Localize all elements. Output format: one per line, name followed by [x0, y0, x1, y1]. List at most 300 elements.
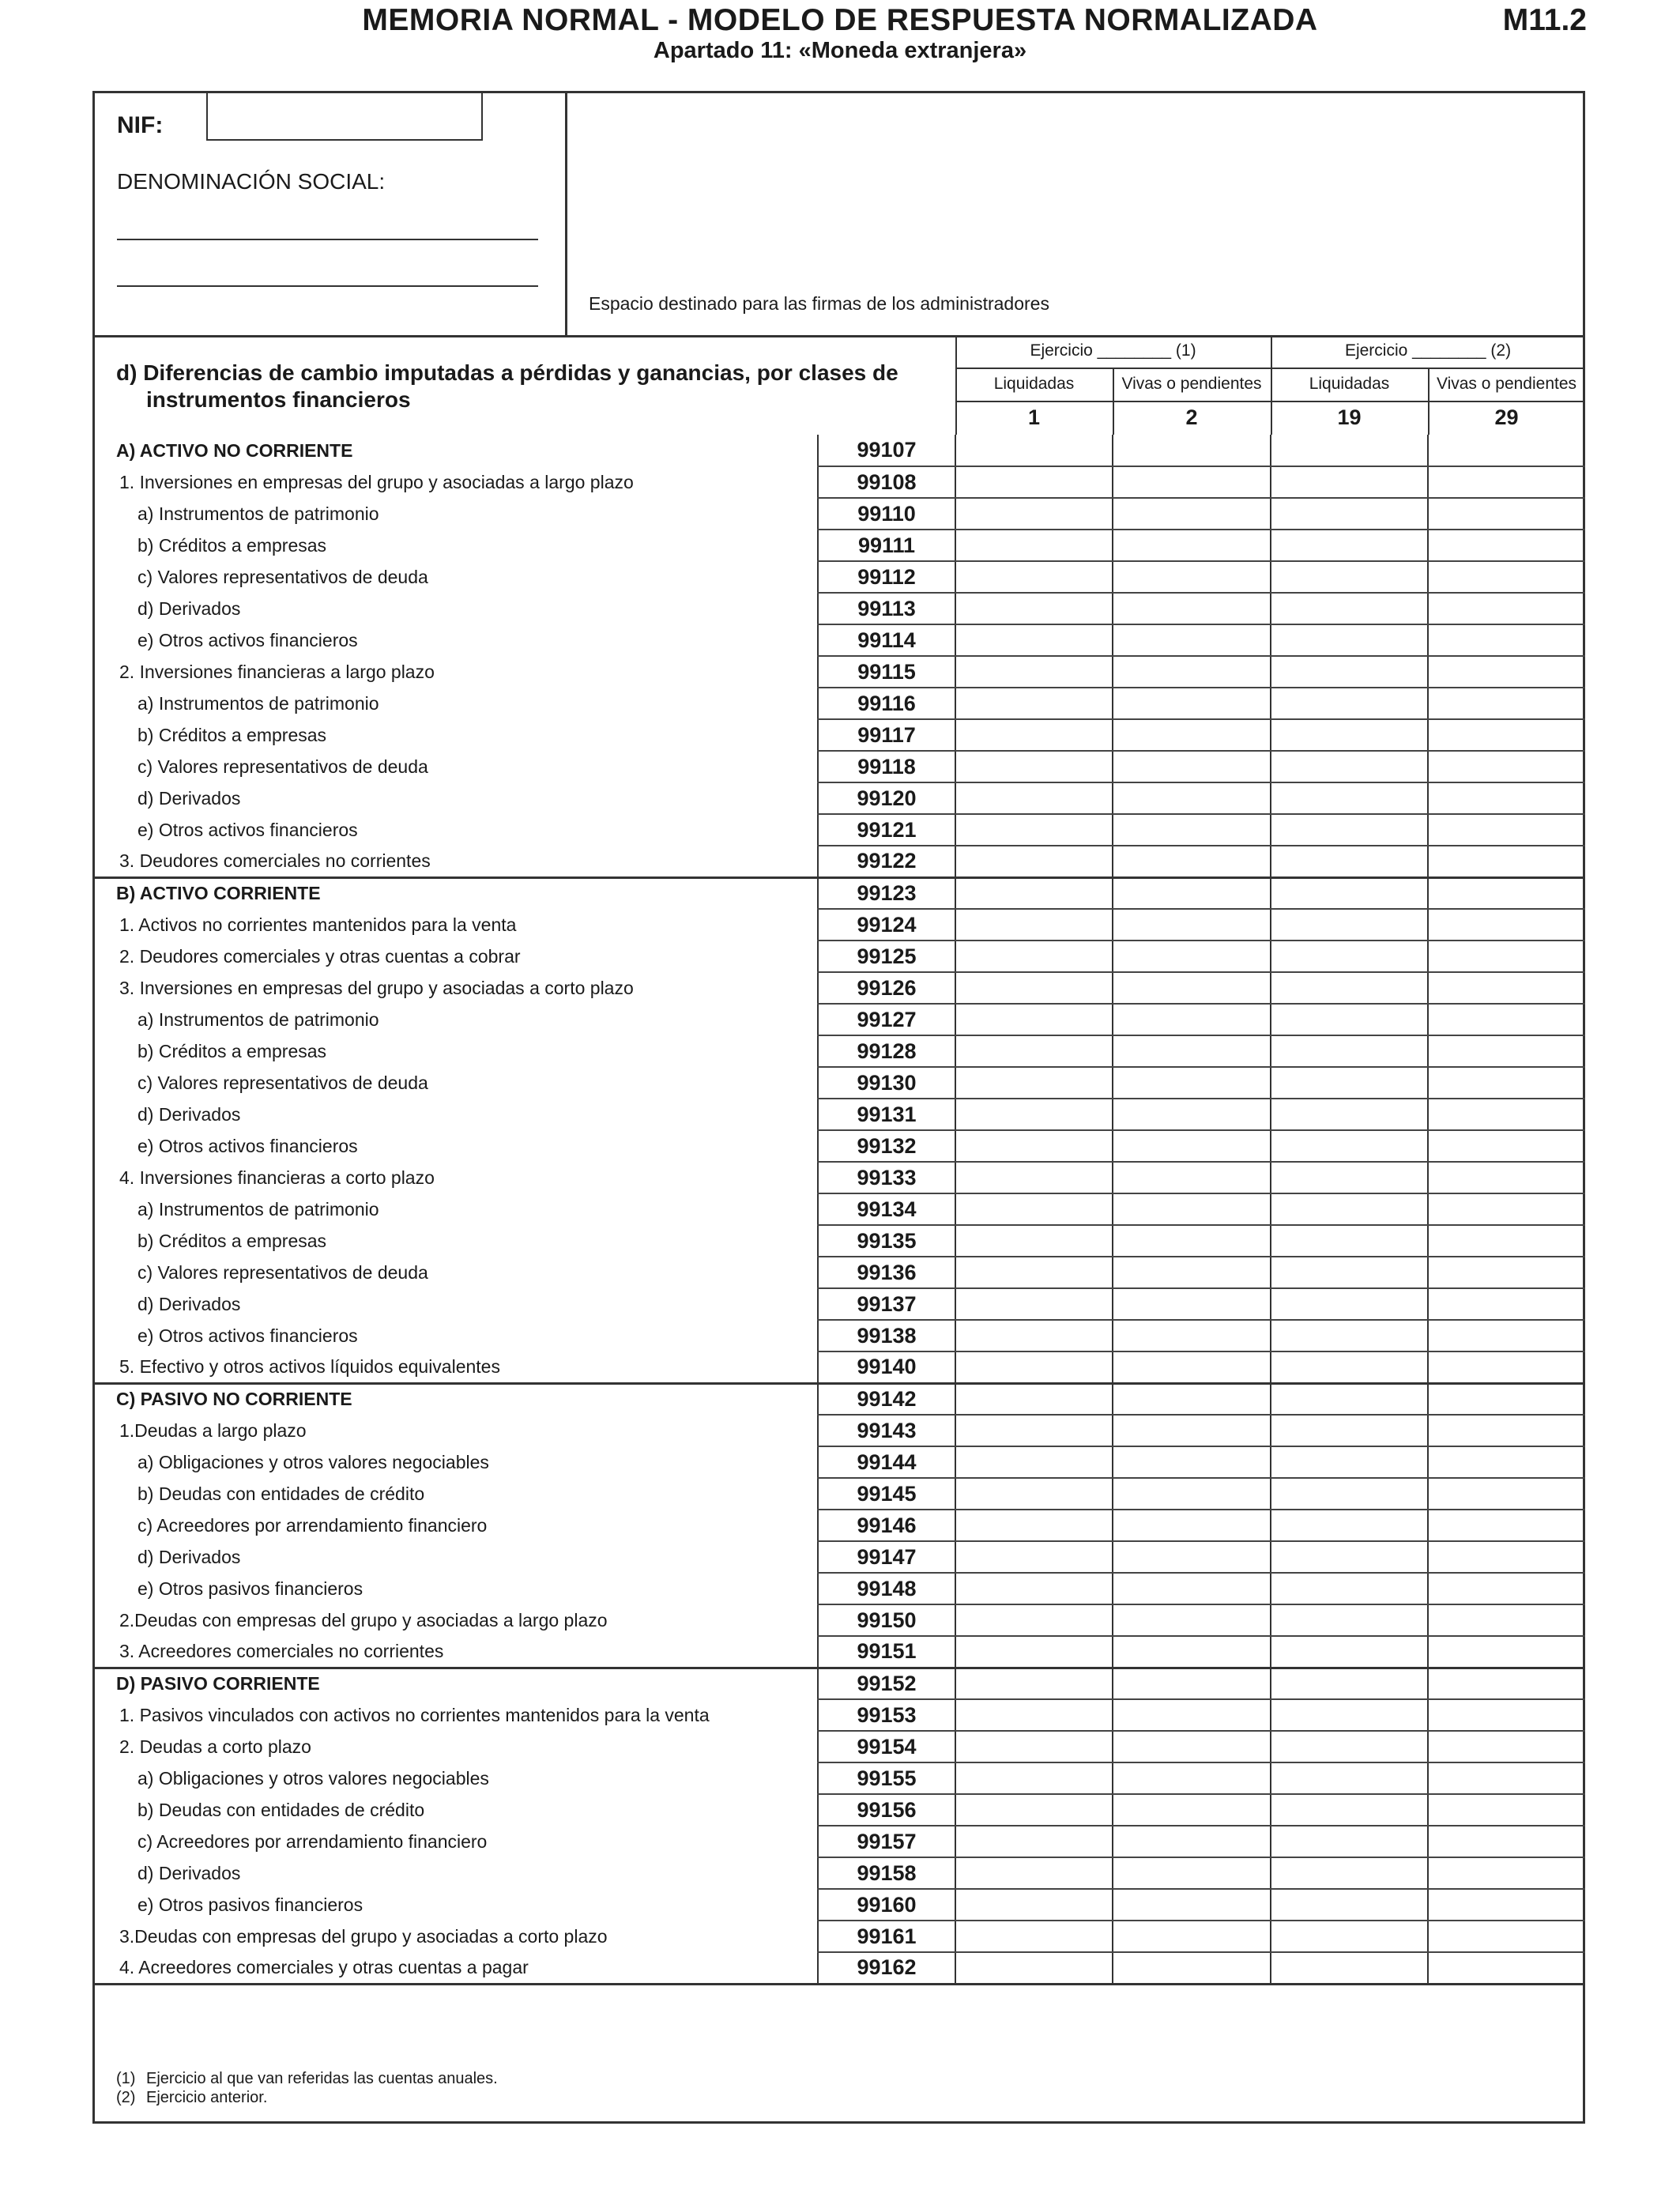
- value-cell-vivas-1[interactable]: [1113, 435, 1271, 466]
- value-cell-vivas-2[interactable]: [1428, 1099, 1585, 1130]
- value-cell-vivas-1[interactable]: [1113, 1699, 1271, 1731]
- row-label: a) Instrumentos de patrimonio: [137, 503, 379, 524]
- row-label: 4. Inversiones financieras a corto plazo: [119, 1167, 435, 1188]
- table-row: [92, 782, 1585, 814]
- row-label: d) Derivados: [137, 1862, 241, 1883]
- row-code: 99117: [818, 719, 955, 751]
- value-cell-vivas-2[interactable]: [1428, 1162, 1585, 1193]
- value-cell-liquidadas-1[interactable]: [955, 846, 1113, 877]
- value-cell-liquidadas-1[interactable]: [955, 1162, 1113, 1193]
- value-cell-vivas-2[interactable]: [1428, 1288, 1585, 1320]
- table-row: [92, 435, 1585, 466]
- value-cell-vivas-2[interactable]: [1428, 530, 1585, 561]
- value-cell-vivas-2[interactable]: [1428, 1257, 1585, 1288]
- row-code: 99122: [818, 846, 955, 877]
- row-code: 99148: [818, 1573, 955, 1604]
- table-row: [92, 1794, 1585, 1826]
- row-label: 3. Deudores comerciales no corrientes: [119, 850, 431, 871]
- table-row: [92, 1921, 1585, 1952]
- value-cell-vivas-1[interactable]: [1113, 877, 1271, 909]
- row-label: 2.Deudas con empresas del grupo y asociadas a largo plazo: [119, 1609, 608, 1630]
- value-cell-liquidadas-1[interactable]: [955, 1762, 1113, 1794]
- value-cell-liquidadas-1[interactable]: [955, 1193, 1113, 1225]
- value-cell-vivas-2[interactable]: [1428, 1541, 1585, 1573]
- row-code: 99142: [818, 1383, 955, 1415]
- value-cell-vivas-2[interactable]: [1428, 498, 1585, 530]
- value-cell-liquidadas-2[interactable]: [1271, 1731, 1428, 1762]
- row-code: 99111: [818, 530, 955, 561]
- value-cell-vivas-1[interactable]: [1113, 814, 1271, 846]
- value-cell-liquidadas-1[interactable]: [955, 941, 1113, 972]
- value-cell-liquidadas-2[interactable]: [1271, 814, 1428, 846]
- table-row: [92, 1510, 1585, 1541]
- row-label: d) Derivados: [137, 1546, 241, 1567]
- value-cell-vivas-1[interactable]: [1113, 1257, 1271, 1288]
- value-cell-liquidadas-2[interactable]: [1271, 1035, 1428, 1067]
- value-cell-vivas-2[interactable]: [1428, 1225, 1585, 1257]
- nif-label: NIF:: [117, 112, 164, 138]
- value-cell-liquidadas-1[interactable]: [955, 1857, 1113, 1889]
- row-code: 99143: [818, 1415, 955, 1446]
- value-cell-vivas-2[interactable]: [1428, 1921, 1585, 1952]
- value-cell-liquidadas-1[interactable]: [955, 1573, 1113, 1604]
- value-cell-vivas-2[interactable]: [1428, 1952, 1585, 1984]
- value-cell-liquidadas-2[interactable]: [1271, 1225, 1428, 1257]
- value-cell-vivas-1[interactable]: [1113, 941, 1271, 972]
- value-cell-vivas-2[interactable]: [1428, 1794, 1585, 1826]
- ejercicio-2-header: Ejercicio ________ (2): [1344, 341, 1512, 360]
- row-code: 99116: [818, 688, 955, 719]
- value-cell-vivas-1[interactable]: [1113, 1099, 1271, 1130]
- table-row: [92, 1004, 1585, 1035]
- value-cell-vivas-2[interactable]: [1428, 561, 1585, 593]
- value-cell-vivas-1[interactable]: [1113, 1035, 1271, 1067]
- value-cell-liquidadas-2[interactable]: [1271, 909, 1428, 941]
- value-cell-vivas-2[interactable]: [1428, 1573, 1585, 1604]
- value-cell-vivas-2[interactable]: [1428, 846, 1585, 877]
- value-cell-vivas-1[interactable]: [1113, 1952, 1271, 1984]
- value-cell-liquidadas-2[interactable]: [1271, 656, 1428, 688]
- value-cell-liquidadas-1[interactable]: [955, 561, 1113, 593]
- value-cell-liquidadas-2[interactable]: [1271, 1130, 1428, 1162]
- row-label: a) Instrumentos de patrimonio: [137, 1198, 379, 1220]
- table-row: [92, 1351, 1585, 1383]
- table-row: [92, 1604, 1585, 1636]
- column-number-19: 19: [1337, 405, 1362, 429]
- value-cell-liquidadas-2[interactable]: [1271, 1699, 1428, 1731]
- footnote: (2) Ejercicio anterior.: [116, 2089, 268, 2106]
- value-cell-liquidadas-2[interactable]: [1271, 1762, 1428, 1794]
- row-code: 99151: [818, 1636, 955, 1668]
- value-cell-liquidadas-2[interactable]: [1271, 1257, 1428, 1288]
- value-cell-vivas-1[interactable]: [1113, 1320, 1271, 1351]
- value-cell-vivas-2[interactable]: [1428, 1130, 1585, 1162]
- value-cell-liquidadas-1[interactable]: [955, 1225, 1113, 1257]
- row-code: 99134: [818, 1193, 955, 1225]
- value-cell-vivas-1[interactable]: [1113, 1636, 1271, 1668]
- value-cell-vivas-2[interactable]: [1428, 1383, 1585, 1415]
- value-cell-liquidadas-1[interactable]: [955, 1794, 1113, 1826]
- value-cell-liquidadas-2[interactable]: [1271, 1604, 1428, 1636]
- row-label: e) Otros activos financieros: [137, 1325, 358, 1346]
- value-cell-vivas-1[interactable]: [1113, 498, 1271, 530]
- row-code: 99121: [818, 814, 955, 846]
- value-cell-vivas-1[interactable]: [1113, 1762, 1271, 1794]
- value-cell-liquidadas-1[interactable]: [955, 1004, 1113, 1035]
- value-cell-vivas-1[interactable]: [1113, 972, 1271, 1004]
- row-label: 1. Pasivos vinculados con activos no corrientes mantenidos para la venta: [119, 1704, 710, 1725]
- value-cell-vivas-1[interactable]: [1113, 561, 1271, 593]
- row-code: 99108: [818, 466, 955, 498]
- value-cell-vivas-1[interactable]: [1113, 1921, 1271, 1952]
- value-cell-vivas-1[interactable]: [1113, 1225, 1271, 1257]
- value-cell-liquidadas-2[interactable]: [1271, 719, 1428, 751]
- value-cell-vivas-1[interactable]: [1113, 1541, 1271, 1573]
- table-row: [92, 530, 1585, 561]
- row-label: 3.Deudas con empresas del grupo y asociadas a corto plazo: [119, 1925, 608, 1947]
- row-code: 99138: [818, 1320, 955, 1351]
- value-cell-vivas-2[interactable]: [1428, 624, 1585, 656]
- value-cell-liquidadas-1[interactable]: [955, 688, 1113, 719]
- table-row: [92, 1541, 1585, 1573]
- value-cell-vivas-2[interactable]: [1428, 435, 1585, 466]
- value-cell-liquidadas-2[interactable]: [1271, 1889, 1428, 1921]
- value-cell-vivas-2[interactable]: [1428, 593, 1585, 624]
- value-cell-vivas-1[interactable]: [1113, 1130, 1271, 1162]
- value-cell-liquidadas-1[interactable]: [955, 719, 1113, 751]
- value-cell-vivas-2[interactable]: [1428, 814, 1585, 846]
- value-cell-liquidadas-1[interactable]: [955, 1130, 1113, 1162]
- value-cell-vivas-1[interactable]: [1113, 1288, 1271, 1320]
- value-cell-liquidadas-2[interactable]: [1271, 688, 1428, 719]
- value-cell-liquidadas-2[interactable]: [1271, 1351, 1428, 1383]
- row-code: 99145: [818, 1478, 955, 1510]
- value-cell-vivas-1[interactable]: [1113, 1415, 1271, 1446]
- value-cell-liquidadas-1[interactable]: [955, 1668, 1113, 1699]
- value-cell-vivas-2[interactable]: [1428, 1320, 1585, 1351]
- value-cell-liquidadas-1[interactable]: [955, 466, 1113, 498]
- value-cell-vivas-1[interactable]: [1113, 656, 1271, 688]
- value-cell-vivas-1[interactable]: [1113, 1383, 1271, 1415]
- row-label: 3. Acreedores comerciales no corrientes: [119, 1640, 444, 1661]
- value-cell-liquidadas-2[interactable]: [1271, 498, 1428, 530]
- value-cell-liquidadas-2[interactable]: [1271, 1541, 1428, 1573]
- value-cell-vivas-1[interactable]: [1113, 1794, 1271, 1826]
- value-cell-liquidadas-1[interactable]: [955, 1889, 1113, 1921]
- section-title: [116, 360, 906, 413]
- table-row: [92, 909, 1585, 941]
- row-label: c) Valores representativos de deuda: [137, 756, 428, 777]
- row-code: 99156: [818, 1794, 955, 1826]
- value-cell-liquidadas-1[interactable]: [955, 1699, 1113, 1731]
- value-cell-liquidadas-1[interactable]: [955, 1288, 1113, 1320]
- nif-input[interactable]: [206, 91, 483, 141]
- form-title: MEMORIA NORMAL - MODELO DE RESPUESTA NORMALIZADA: [362, 3, 1318, 37]
- value-cell-vivas-2[interactable]: [1428, 1668, 1585, 1699]
- value-cell-vivas-2[interactable]: [1428, 972, 1585, 1004]
- denominacion-field-line-1[interactable]: [117, 239, 538, 240]
- table-row: [92, 1257, 1585, 1288]
- row-code: 99147: [818, 1541, 955, 1573]
- value-cell-vivas-1[interactable]: [1113, 1162, 1271, 1193]
- value-cell-liquidadas-1[interactable]: [955, 1035, 1113, 1067]
- value-cell-liquidadas-2[interactable]: [1271, 435, 1428, 466]
- value-cell-vivas-2[interactable]: [1428, 719, 1585, 751]
- value-cell-vivas-1[interactable]: [1113, 1446, 1271, 1478]
- row-label: d) Derivados: [137, 787, 241, 809]
- value-cell-vivas-2[interactable]: [1428, 1478, 1585, 1510]
- row-code: 99137: [818, 1288, 955, 1320]
- value-cell-liquidadas-2[interactable]: [1271, 593, 1428, 624]
- table-row: [92, 719, 1585, 751]
- value-cell-liquidadas-1[interactable]: [955, 909, 1113, 941]
- row-code: 99162: [818, 1952, 955, 1984]
- row-label: a) Instrumentos de patrimonio: [137, 692, 379, 714]
- row-code: 99120: [818, 782, 955, 814]
- row-label: A) ACTIVO NO CORRIENTE: [116, 439, 353, 461]
- value-cell-vivas-2[interactable]: [1428, 688, 1585, 719]
- row-code: 99110: [818, 498, 955, 530]
- header-rule: [955, 401, 1585, 402]
- value-cell-liquidadas-2[interactable]: [1271, 1383, 1428, 1415]
- value-cell-liquidadas-2[interactable]: [1271, 1478, 1428, 1510]
- value-cell-vivas-2[interactable]: [1428, 1731, 1585, 1762]
- value-cell-liquidadas-1[interactable]: [955, 593, 1113, 624]
- value-cell-liquidadas-2[interactable]: [1271, 1573, 1428, 1604]
- value-cell-liquidadas-1[interactable]: [955, 1731, 1113, 1762]
- value-cell-vivas-1[interactable]: [1113, 624, 1271, 656]
- table-row: [92, 1130, 1585, 1162]
- header-top-rule: [92, 335, 1585, 337]
- table-row: [92, 751, 1585, 782]
- row-label: a) Obligaciones y otros valores negociables: [137, 1767, 489, 1789]
- value-cell-liquidadas-2[interactable]: [1271, 1067, 1428, 1099]
- table-row: [92, 846, 1585, 877]
- value-cell-vivas-1[interactable]: [1113, 688, 1271, 719]
- value-cell-vivas-2[interactable]: [1428, 1636, 1585, 1668]
- value-cell-liquidadas-2[interactable]: [1271, 782, 1428, 814]
- value-cell-vivas-2[interactable]: [1428, 1446, 1585, 1478]
- row-code: 99112: [818, 561, 955, 593]
- subheader-liquidadas-2: Liquidadas: [1309, 375, 1390, 393]
- value-cell-vivas-2[interactable]: [1428, 909, 1585, 941]
- table-row: [92, 1225, 1585, 1257]
- row-label: c) Acreedores por arrendamiento financiero: [137, 1830, 488, 1852]
- value-cell-liquidadas-2[interactable]: [1271, 1320, 1428, 1351]
- value-cell-vivas-2[interactable]: [1428, 1604, 1585, 1636]
- value-cell-vivas-2[interactable]: [1428, 1351, 1585, 1383]
- value-cell-liquidadas-2[interactable]: [1271, 1099, 1428, 1130]
- value-cell-liquidadas-1[interactable]: [955, 1478, 1113, 1510]
- financial-instruments-table: [92, 435, 1585, 1985]
- value-cell-vivas-1[interactable]: [1113, 782, 1271, 814]
- value-cell-vivas-1[interactable]: [1113, 1067, 1271, 1099]
- value-cell-vivas-2[interactable]: [1428, 1193, 1585, 1225]
- table-row: [92, 1383, 1585, 1415]
- value-cell-liquidadas-1[interactable]: [955, 1320, 1113, 1351]
- value-cell-liquidadas-1[interactable]: [955, 1257, 1113, 1288]
- value-cell-vivas-1[interactable]: [1113, 1857, 1271, 1889]
- value-cell-vivas-1[interactable]: [1113, 1731, 1271, 1762]
- row-label: c) Valores representativos de deuda: [137, 566, 428, 587]
- value-cell-vivas-1[interactable]: [1113, 1668, 1271, 1699]
- row-code: 99127: [818, 1004, 955, 1035]
- table-row: [92, 877, 1585, 909]
- table-row: [92, 561, 1585, 593]
- table-row: [92, 1415, 1585, 1446]
- value-cell-liquidadas-2[interactable]: [1271, 972, 1428, 1004]
- value-cell-vivas-2[interactable]: [1428, 1889, 1585, 1921]
- row-code: 99128: [818, 1035, 955, 1067]
- table-row: [92, 466, 1585, 498]
- row-code: 99136: [818, 1257, 955, 1288]
- value-cell-vivas-1[interactable]: [1113, 1351, 1271, 1383]
- row-label: e) Otros activos financieros: [137, 629, 358, 650]
- value-cell-vivas-2[interactable]: [1428, 656, 1585, 688]
- value-cell-liquidadas-2[interactable]: [1271, 624, 1428, 656]
- value-cell-vivas-2[interactable]: [1428, 1035, 1585, 1067]
- value-cell-liquidadas-1[interactable]: [955, 1351, 1113, 1383]
- footnotes: [116, 2069, 498, 2107]
- ejercicio-1-header: Ejercicio ________ (1): [1030, 341, 1196, 360]
- value-cell-liquidadas-2[interactable]: [1271, 1952, 1428, 1984]
- value-cell-liquidadas-1[interactable]: [955, 782, 1113, 814]
- table-row: [92, 1857, 1585, 1889]
- value-cell-liquidadas-2[interactable]: [1271, 466, 1428, 498]
- value-cell-vivas-2[interactable]: [1428, 1826, 1585, 1857]
- value-cell-liquidadas-1[interactable]: [955, 1826, 1113, 1857]
- denominacion-label: DENOMINACIÓN SOCIAL:: [117, 169, 386, 194]
- value-cell-liquidadas-2[interactable]: [1271, 1826, 1428, 1857]
- table-row: [92, 1288, 1585, 1320]
- row-label: a) Instrumentos de patrimonio: [137, 1008, 379, 1030]
- value-cell-liquidadas-2[interactable]: [1271, 1510, 1428, 1541]
- value-cell-liquidadas-2[interactable]: [1271, 1668, 1428, 1699]
- table-row: [92, 1952, 1585, 1984]
- row-label: c) Valores representativos de deuda: [137, 1072, 428, 1093]
- row-code: 99158: [818, 1857, 955, 1889]
- value-cell-liquidadas-1[interactable]: [955, 530, 1113, 561]
- row-label: 1.Deudas a largo plazo: [119, 1419, 307, 1441]
- row-label: b) Créditos a empresas: [137, 534, 327, 556]
- value-cell-liquidadas-1[interactable]: [955, 751, 1113, 782]
- form-code: M11.2: [1502, 3, 1587, 37]
- value-cell-vivas-2[interactable]: [1428, 1699, 1585, 1731]
- value-cell-liquidadas-1[interactable]: [955, 814, 1113, 846]
- value-cell-liquidadas-2[interactable]: [1271, 1446, 1428, 1478]
- value-cell-vivas-1[interactable]: [1113, 719, 1271, 751]
- row-code: 99107: [818, 435, 955, 466]
- value-cell-liquidadas-1[interactable]: [955, 1541, 1113, 1573]
- row-label: b) Deudas con entidades de crédito: [137, 1799, 425, 1820]
- value-cell-liquidadas-2[interactable]: [1271, 1857, 1428, 1889]
- row-label: b) Créditos a empresas: [137, 1040, 327, 1061]
- table-row: [92, 1035, 1585, 1067]
- value-cell-liquidadas-2[interactable]: [1271, 1288, 1428, 1320]
- row-label: b) Deudas con entidades de crédito: [137, 1483, 425, 1504]
- row-code: 99153: [818, 1699, 955, 1731]
- value-cell-vivas-1[interactable]: [1113, 1510, 1271, 1541]
- row-label: e) Otros activos financieros: [137, 819, 358, 840]
- table-row: [92, 624, 1585, 656]
- table-row: [92, 1320, 1585, 1351]
- value-cell-vivas-2[interactable]: [1428, 1004, 1585, 1035]
- value-cell-vivas-1[interactable]: [1113, 593, 1271, 624]
- value-cell-liquidadas-1[interactable]: [955, 1067, 1113, 1099]
- value-cell-liquidadas-2[interactable]: [1271, 846, 1428, 877]
- value-cell-liquidadas-1[interactable]: [955, 1952, 1113, 1984]
- value-cell-vivas-1[interactable]: [1113, 1478, 1271, 1510]
- value-cell-vivas-2[interactable]: [1428, 751, 1585, 782]
- value-cell-vivas-2[interactable]: [1428, 941, 1585, 972]
- value-cell-vivas-1[interactable]: [1113, 1826, 1271, 1857]
- value-cell-vivas-1[interactable]: [1113, 1004, 1271, 1035]
- value-cell-liquidadas-2[interactable]: [1271, 530, 1428, 561]
- value-cell-liquidadas-1[interactable]: [955, 877, 1113, 909]
- table-row: [92, 498, 1585, 530]
- value-cell-vivas-2[interactable]: [1428, 1857, 1585, 1889]
- value-cell-vivas-1[interactable]: [1113, 530, 1271, 561]
- value-cell-liquidadas-2[interactable]: [1271, 561, 1428, 593]
- value-cell-liquidadas-1[interactable]: [955, 1383, 1113, 1415]
- row-code: 99135: [818, 1225, 955, 1257]
- value-cell-liquidadas-2[interactable]: [1271, 1004, 1428, 1035]
- section-title-line-1: d) Diferencias de cambio imputadas a pérdidas y ganancias, por clases de: [116, 360, 898, 385]
- value-cell-vivas-2[interactable]: [1428, 1415, 1585, 1446]
- value-cell-liquidadas-1[interactable]: [955, 1636, 1113, 1668]
- value-cell-liquidadas-1[interactable]: [955, 1921, 1113, 1952]
- value-cell-vivas-2[interactable]: [1428, 782, 1585, 814]
- value-cell-liquidadas-1[interactable]: [955, 624, 1113, 656]
- value-cell-vivas-2[interactable]: [1428, 1510, 1585, 1541]
- value-cell-vivas-1[interactable]: [1113, 751, 1271, 782]
- value-cell-liquidadas-2[interactable]: [1271, 1415, 1428, 1446]
- value-cell-vivas-2[interactable]: [1428, 1067, 1585, 1099]
- table-row: [92, 1668, 1585, 1699]
- value-cell-liquidadas-1[interactable]: [955, 1446, 1113, 1478]
- value-cell-liquidadas-2[interactable]: [1271, 941, 1428, 972]
- value-cell-vivas-2[interactable]: [1428, 877, 1585, 909]
- table-row: [92, 1067, 1585, 1099]
- value-cell-vivas-2[interactable]: [1428, 466, 1585, 498]
- value-cell-vivas-1[interactable]: [1113, 846, 1271, 877]
- value-cell-liquidadas-2[interactable]: [1271, 1636, 1428, 1668]
- value-cell-vivas-1[interactable]: [1113, 1604, 1271, 1636]
- value-cell-liquidadas-1[interactable]: [955, 1510, 1113, 1541]
- value-cell-liquidadas-2[interactable]: [1271, 1921, 1428, 1952]
- value-cell-vivas-1[interactable]: [1113, 909, 1271, 941]
- value-cell-liquidadas-1[interactable]: [955, 435, 1113, 466]
- value-cell-vivas-1[interactable]: [1113, 1573, 1271, 1604]
- value-cell-vivas-2[interactable]: [1428, 1762, 1585, 1794]
- value-cell-liquidadas-2[interactable]: [1271, 877, 1428, 909]
- value-cell-liquidadas-1[interactable]: [955, 498, 1113, 530]
- value-cell-liquidadas-2[interactable]: [1271, 1193, 1428, 1225]
- value-cell-liquidadas-2[interactable]: [1271, 751, 1428, 782]
- value-cell-vivas-1[interactable]: [1113, 1889, 1271, 1921]
- row-label: D) PASIVO CORRIENTE: [92, 1668, 818, 1699]
- denominacion-field-line-2[interactable]: [117, 285, 538, 287]
- value-cell-liquidadas-1[interactable]: [955, 1415, 1113, 1446]
- value-cell-liquidadas-2[interactable]: [1271, 1162, 1428, 1193]
- value-cell-liquidadas-2[interactable]: [1271, 1794, 1428, 1826]
- value-cell-liquidadas-1[interactable]: [955, 1604, 1113, 1636]
- value-cell-liquidadas-1[interactable]: [955, 972, 1113, 1004]
- value-cell-vivas-1[interactable]: [1113, 1193, 1271, 1225]
- value-cell-vivas-1[interactable]: [1113, 466, 1271, 498]
- value-cell-liquidadas-1[interactable]: [955, 1099, 1113, 1130]
- value-cell-liquidadas-1[interactable]: [955, 656, 1113, 688]
